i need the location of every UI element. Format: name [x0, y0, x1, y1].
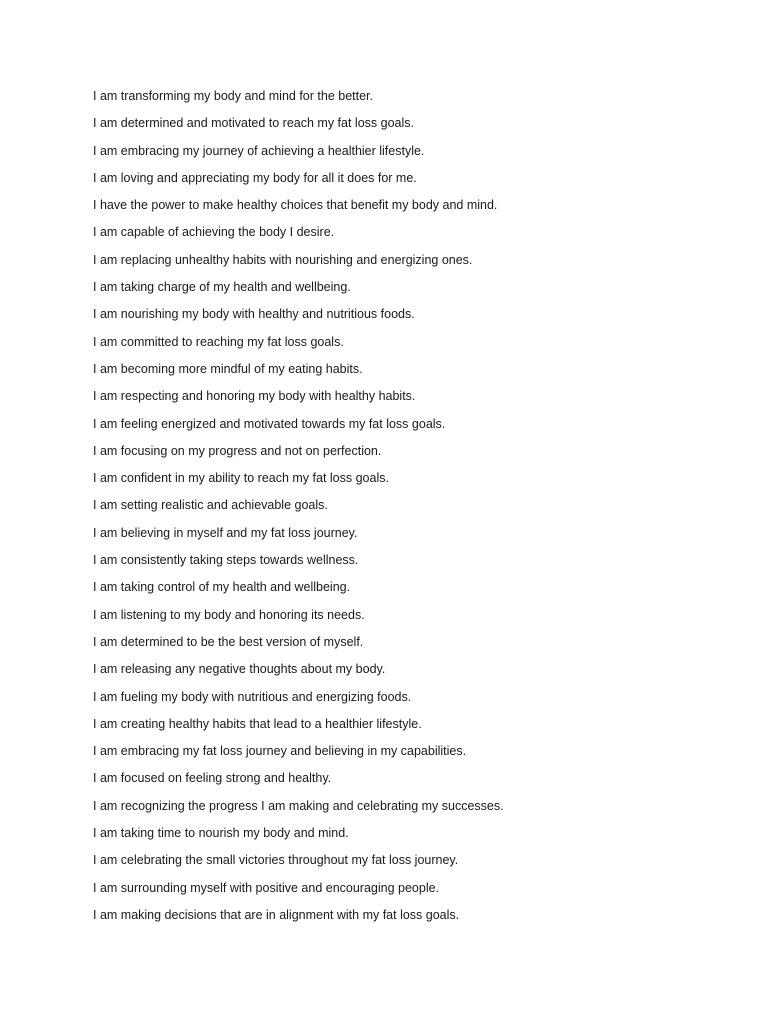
affirmation-line: I am consistently taking steps towards wellness. — [93, 553, 359, 568]
affirmation-list — [93, 86, 713, 932]
affirmation-line: I am releasing any negative thoughts about my body. — [93, 662, 386, 677]
affirmation-line: I am taking control of my health and wellbeing. — [93, 580, 351, 595]
affirmation-line: I am creating healthy habits that lead to a healthier lifestyle. — [93, 716, 422, 731]
affirmation-line: I am celebrating the small victories throughout my fat loss journey. — [93, 853, 459, 868]
affirmation-line: I am respecting and honoring my body with healthy habits. — [93, 389, 416, 404]
affirmation-line: I am focusing on my progress and not on perfection. — [93, 443, 382, 458]
affirmation-line: I am confident in my ability to reach my fat loss goals. — [93, 471, 389, 486]
affirmation-line: I am capable of achieving the body I desire. — [93, 225, 335, 240]
affirmation-line: I am recognizing the progress I am making and celebrating my successes. — [93, 798, 504, 813]
affirmation-line: I am determined to be the best version of myself. — [93, 634, 364, 649]
affirmation-line: I am taking charge of my health and wellbeing. — [93, 280, 351, 295]
affirmation-line: I am making decisions that are in alignment with my fat loss goals. — [93, 907, 460, 922]
affirmation-line: I have the power to make healthy choices that benefit my body and mind. — [93, 198, 498, 213]
affirmation-line: I am embracing my journey of achieving a healthier lifestyle. — [93, 143, 425, 158]
affirmation-line: I am listening to my body and honoring its needs. — [93, 607, 365, 622]
affirmation-line: I am becoming more mindful of my eating habits. — [93, 361, 363, 376]
affirmation-line: I am surrounding myself with positive and encouraging people. — [93, 880, 440, 895]
affirmation-line: I am nourishing my body with healthy and nutritious foods. — [93, 307, 415, 322]
affirmation-line: I am committed to reaching my fat loss goals. — [93, 334, 344, 349]
affirmation-line: I am transforming my body and mind for the better. — [93, 89, 373, 103]
affirmation-line: I am embracing my fat loss journey and believing in my capabilities. — [93, 744, 467, 759]
affirmation-line: I am setting realistic and achievable goals. — [93, 498, 328, 513]
affirmation-line: I am taking time to nourish my body and mind. — [93, 826, 349, 841]
affirmation-line: I am feeling energized and motivated towards my fat loss goals. — [93, 416, 446, 431]
affirmation-line: I am replacing unhealthy habits with nourishing and energizing ones. — [93, 252, 473, 267]
affirmation-line: I am determined and motivated to reach my fat loss goals. — [93, 116, 414, 131]
affirmation-line: I am focused on feeling strong and healthy. — [93, 771, 332, 786]
affirmation-line: I am loving and appreciating my body for all it does for me. — [93, 170, 417, 185]
affirmation-line: I am fueling my body with nutritious and energizing foods. — [93, 689, 412, 704]
affirmation-line: I am believing in myself and my fat loss journey. — [93, 525, 358, 540]
